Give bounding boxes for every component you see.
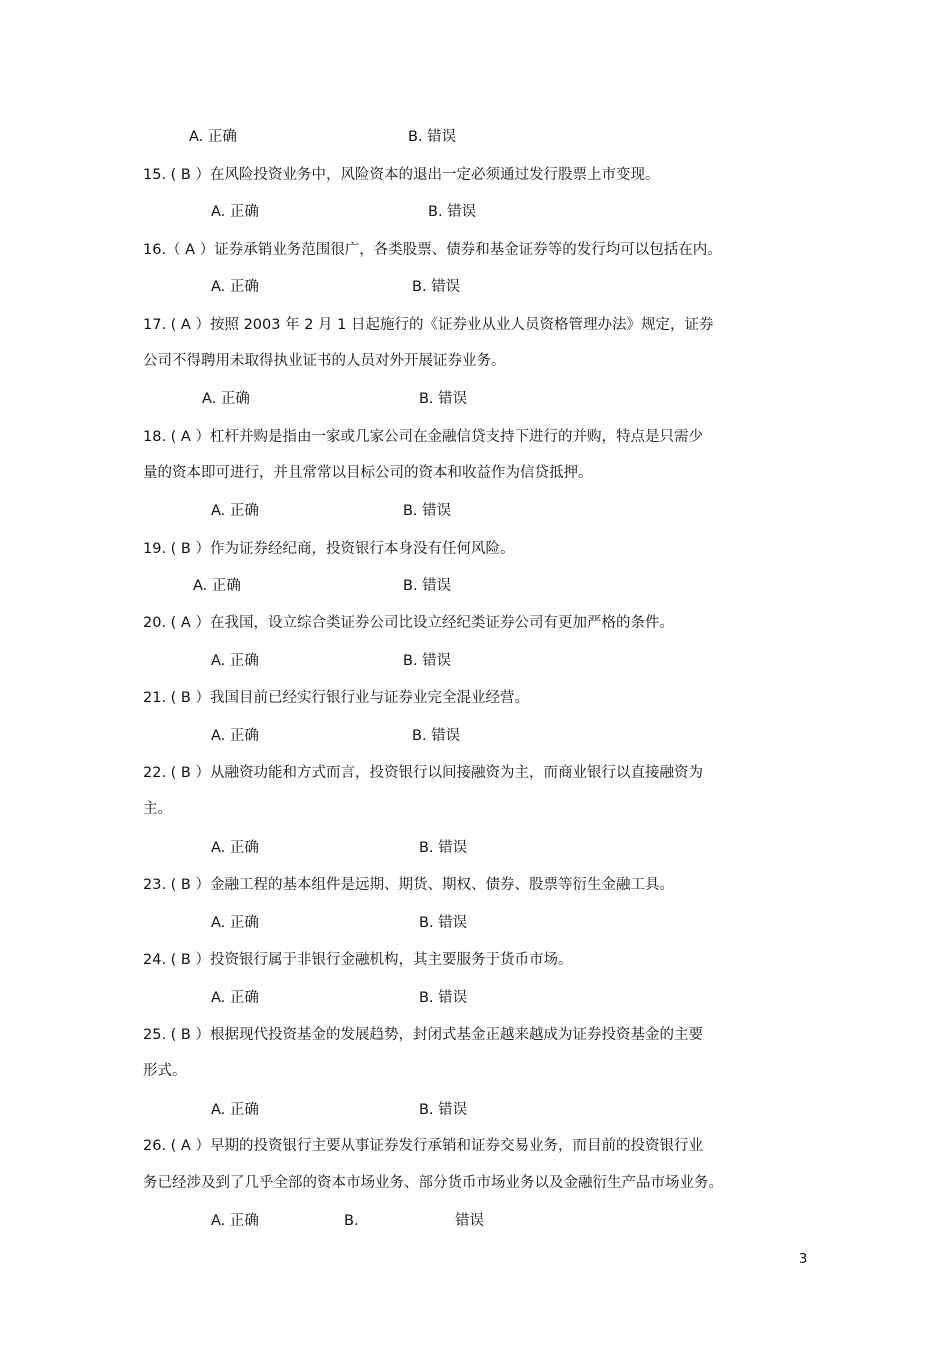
question-16: 16.（ A ）证券承销业务范围很广，各类股票、债券和基金证券等的发行均可以包括在内。 bbox=[143, 242, 722, 258]
option-a: A. 正确 bbox=[211, 653, 259, 669]
question-25-line-1: 25. ( B ）根据现代投资基金的发展趋势，封闭式基金正越来越成为证券投资基金的主要 bbox=[143, 1027, 703, 1043]
option-b: B. 错误 bbox=[403, 653, 452, 669]
question-26-line-1: 26. ( A ）早期的投资银行主要从事证券发行承销和证券交易业务，而目前的投资银行业 bbox=[143, 1138, 703, 1154]
question-17-line-1: 17. ( A ）按照 2003 年 2 月 1 日起施行的《证券业从业人员资格管理办法》规定，证券 bbox=[143, 317, 714, 333]
option-b: B. 错误 bbox=[419, 915, 468, 931]
option-b: B. 错误 bbox=[403, 578, 452, 594]
question-18-line-2: 量的资本即可进行，并且常常以目标公司的资本和收益作为信贷抵押。 bbox=[143, 465, 593, 481]
option-b: B. 错误 bbox=[419, 990, 468, 1006]
option-a: A. 正确 bbox=[211, 204, 259, 220]
question-22-line-1: 22. ( B ）从融资功能和方式而言，投资银行以间接融资为主，而商业银行以直接融资为 bbox=[143, 765, 703, 781]
option-b: B. 错误 bbox=[428, 204, 477, 220]
question-22-line-2: 主。 bbox=[143, 801, 172, 817]
option-b: B. 错误 bbox=[412, 279, 461, 295]
option-a: A. 正确 bbox=[211, 503, 259, 519]
option-b: B. 错误 bbox=[419, 391, 468, 407]
option-b: B. bbox=[344, 1213, 359, 1229]
option-b: B. 错误 bbox=[412, 728, 461, 744]
page-number: 3 bbox=[799, 1252, 808, 1267]
option-a: A. 正确 bbox=[211, 728, 259, 744]
option-a: A. 正确 bbox=[211, 1102, 259, 1118]
option-a: A. 正确 bbox=[211, 279, 259, 295]
question-21: 21. ( B ）我国目前已经实行银行业与证券业完全混业经营。 bbox=[143, 690, 529, 706]
option-b: B. 错误 bbox=[403, 503, 452, 519]
option-a: A. 正确 bbox=[193, 578, 241, 594]
question-17-line-2: 公司不得聘用未取得执业证书的人员对外开展证券业务。 bbox=[143, 353, 506, 369]
question-18-line-1: 18. ( A ）杠杆并购是指由一家或几家公司在金融信贷支持下进行的并购，特点是只需少 bbox=[143, 429, 703, 445]
question-20: 20. ( A ）在我国，设立综合类证券公司比设立经纪类证券公司有更加严格的条件。 bbox=[143, 615, 674, 631]
question-24: 24. ( B ）投资银行属于非银行金融机构，其主要服务于货币市场。 bbox=[143, 952, 573, 968]
option-a: A. 正确 bbox=[211, 915, 259, 931]
question-19: 19. ( B ）作为证券经纪商，投资银行本身没有任何风险。 bbox=[143, 541, 515, 557]
question-23: 23. ( B ）金融工程的基本组件是远期、期货、期权、债券、股票等衍生金融工具。 bbox=[143, 877, 674, 893]
option-b: B. 错误 bbox=[408, 129, 457, 145]
option-a: A. 正确 bbox=[202, 391, 250, 407]
question-15: 15. ( B ）在风险投资业务中，风险资本的退出一定必须通过发行股票上市变现。 bbox=[143, 167, 660, 183]
question-26-line-2: 务已经涉及到了几乎全部的资本市场业务、部分货币市场业务以及金融衍生产品市场业务。 bbox=[143, 1175, 723, 1191]
question-25-line-2: 形式。 bbox=[143, 1063, 187, 1079]
option-b-text: 错误 bbox=[455, 1213, 484, 1229]
option-b: B. 错误 bbox=[419, 1102, 468, 1118]
option-a: A. 正确 bbox=[211, 1213, 259, 1229]
option-a: A. 正确 bbox=[211, 840, 259, 856]
option-a: A. 正确 bbox=[189, 129, 237, 145]
option-a: A. 正确 bbox=[211, 990, 259, 1006]
option-b: B. 错误 bbox=[419, 840, 468, 856]
